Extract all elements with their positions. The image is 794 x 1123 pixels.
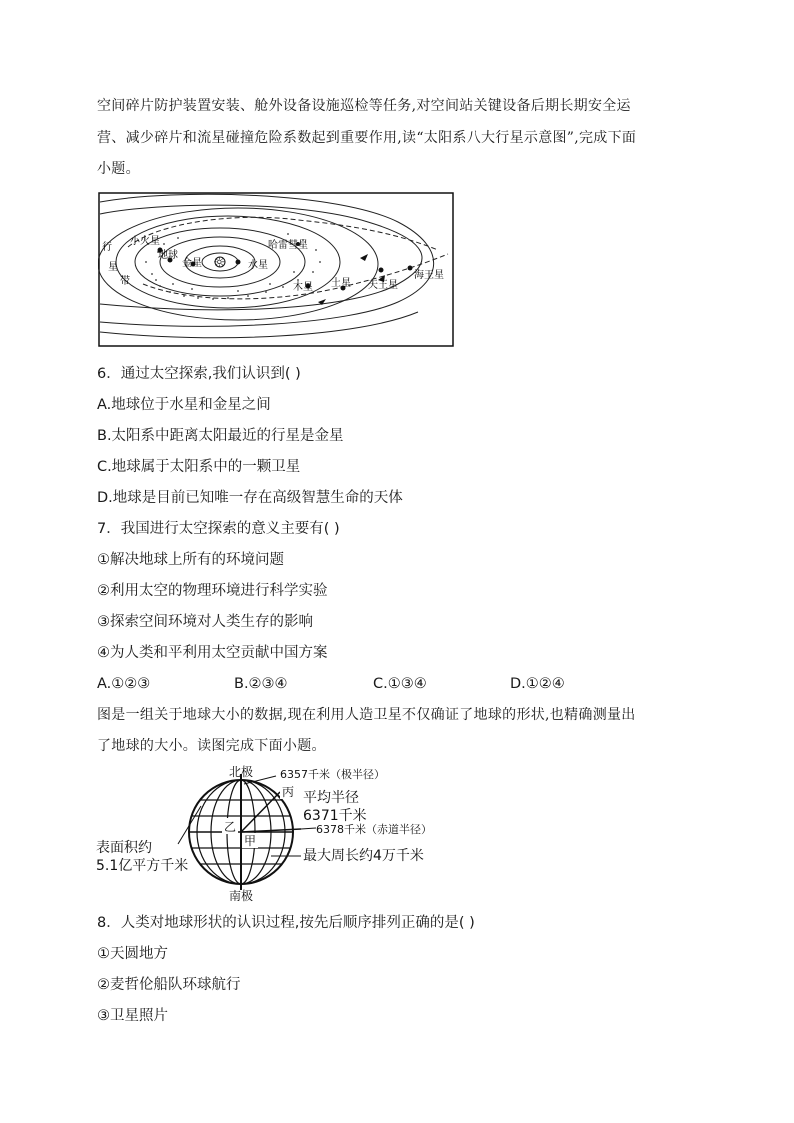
circumference-label: 最大周长约4万千米 bbox=[303, 848, 424, 864]
belt-label-1: 行 bbox=[102, 242, 112, 253]
south-pole-label: 南极 bbox=[229, 889, 254, 903]
mars-label: 小火星 bbox=[130, 236, 160, 247]
intro2-line-1: 图是一组关于地球大小的数据,现在利用人造卫星不仅确证了地球的形状,也精确测量出 bbox=[97, 707, 636, 723]
mean-radius-label: 平均半径 bbox=[303, 790, 359, 806]
surface-area-value: 5.1亿平方千米 bbox=[96, 858, 189, 874]
q6-stem: 6．通过太空探索,我们认识到( ) bbox=[97, 366, 301, 382]
q8-stem: 8．人类对地球形状的认识过程,按先后顺序排列正确的是( ) bbox=[97, 915, 475, 931]
venus-label: 金星 bbox=[182, 258, 202, 269]
neptune-label: 海王星 bbox=[414, 270, 444, 281]
belt-label-2: 星 bbox=[108, 262, 118, 273]
q7-option-d: D.①②④ bbox=[510, 676, 565, 692]
mercury-label: 水星 bbox=[248, 260, 268, 271]
q7-option-a: A.①②③ bbox=[97, 676, 151, 692]
comet-label: 哈雷彗星 bbox=[268, 240, 308, 251]
saturn-label: 土星 bbox=[331, 278, 351, 289]
yi-label: 乙 bbox=[224, 820, 237, 834]
q7-option-c: C.①③④ bbox=[373, 676, 427, 692]
q7-option-b: B.②③④ bbox=[234, 676, 288, 692]
surface-area-label: 表面积约 bbox=[96, 840, 152, 856]
solar-system-diagram bbox=[98, 192, 454, 347]
q6-option-c: C.地球属于太阳系中的一颗卫星 bbox=[97, 459, 301, 475]
q7-item-3: ③探索空间环境对人类生存的影响 bbox=[97, 614, 313, 630]
intro-line-2: 营、减少碎片和流星碰撞危险系数起到重要作用,读“太阳系八大行星示意图”,完成下面 bbox=[97, 130, 637, 146]
uranus-label: 天王星 bbox=[368, 280, 398, 291]
belt-label-3: 带 bbox=[120, 276, 130, 287]
polar-radius-label: 6357千米（极半径） bbox=[280, 768, 385, 781]
earth-label: 地球 bbox=[158, 250, 178, 261]
q7-item-2: ②利用太空的物理环境进行科学实验 bbox=[97, 583, 328, 599]
earth-size-diagram bbox=[96, 764, 456, 904]
bing-label: 丙 bbox=[282, 785, 295, 799]
q8-item-1: ①天圆地方 bbox=[97, 946, 168, 962]
q7-stem: 7．我国进行太空探索的意义主要有( ) bbox=[97, 521, 340, 537]
q8-item-2: ②麦哲伦船队环球航行 bbox=[97, 977, 241, 993]
equatorial-radius-label: 6378千米（赤道半径） bbox=[316, 823, 432, 836]
intro-line-3: 小题。 bbox=[97, 161, 140, 177]
q6-option-b: B.太阳系中距离太阳最近的行星是金星 bbox=[97, 428, 344, 444]
jia-label: 甲 bbox=[244, 834, 257, 848]
q6-option-d: D.地球是目前已知唯一存在高级智慧生命的天体 bbox=[97, 490, 403, 506]
intro-line-1: 空间碎片防护装置安装、舱外设备设施巡检等任务,对空间站关键设备后期长期安全运 bbox=[97, 98, 631, 114]
north-pole-label: 北极 bbox=[229, 765, 254, 779]
intro2-line-2: 了地球的大小。读图完成下面小题。 bbox=[97, 738, 326, 754]
mean-radius-value: 6371千米 bbox=[303, 808, 367, 824]
q8-item-3: ③卫星照片 bbox=[97, 1008, 168, 1024]
q6-option-a: A.地球位于水星和金星之间 bbox=[97, 397, 271, 413]
jupiter-label: 木星 bbox=[293, 282, 313, 293]
sun-icon: ☼ bbox=[213, 255, 226, 271]
q7-item-4: ④为人类和平利用太空贡献中国方案 bbox=[97, 645, 328, 661]
q7-item-1: ①解决地球上所有的环境问题 bbox=[97, 552, 284, 568]
